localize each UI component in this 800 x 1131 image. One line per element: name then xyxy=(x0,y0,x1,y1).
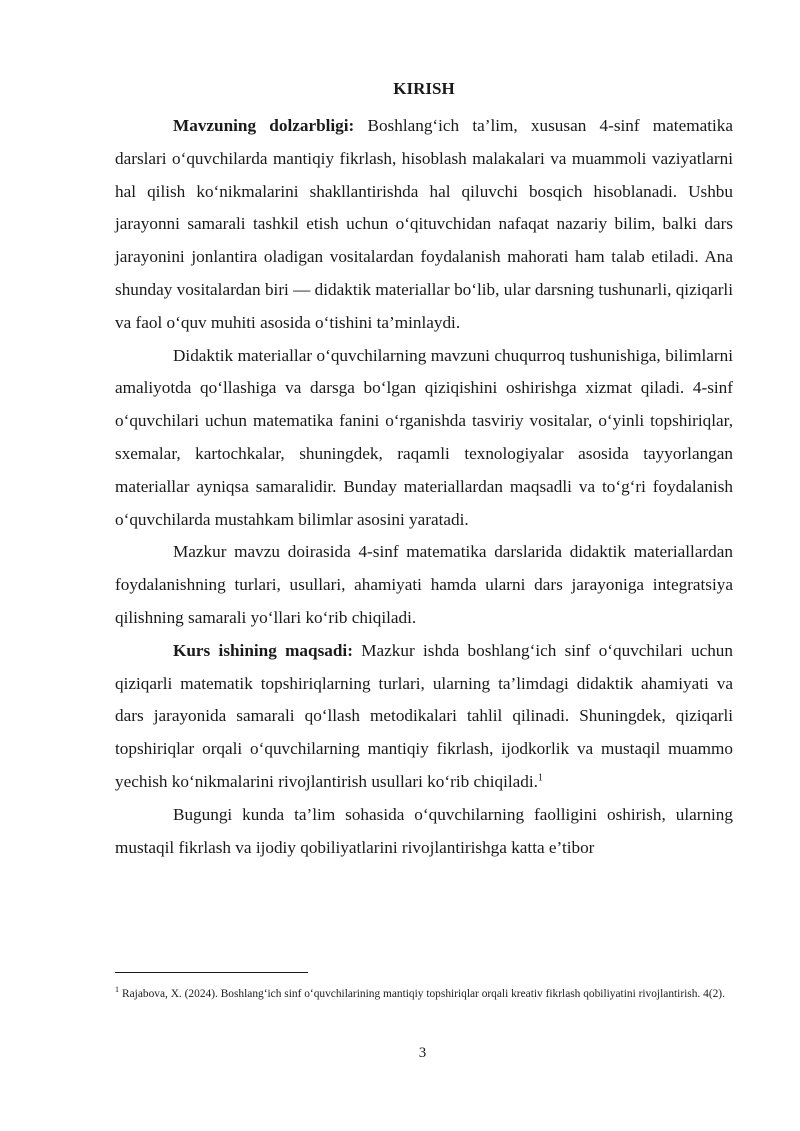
paragraph-text-relevance: Boshlang‘ich ta’lim, xususan 4-sinf matematika darslari o‘quvchilarda mantiqiy fikrlash, hisoblash malakalari va muammoli vaziyatlarni hal qilish ko‘nikmalarini shakllantirishda hal qiluvchi bosqich hisoblanadi. Ushbu jarayonni samarali tashkil etish uchun o‘qituvchidan nafaqat nazariy bilim, balki dars jarayonini jonlantira oladigan vositalardan foydalanish mahorati ham talab etiladi. Ana shunday vositalardan biri — didaktik materiallar bo‘lib, ular darsning tushunarli, qiziqarli va faol o‘quv muhiti asosida o‘tishini ta’minlaydi. xyxy=(115,116,733,332)
paragraph-text-today: Bugungi kunda ta’lim sohasida o‘quvchilarning faolligini oshirish, ularning mustaqil fikrlash va ijodiy qobiliyatlarini rivojlantirishga katta e’tibor xyxy=(115,804,733,857)
paragraph-didactic-materials xyxy=(115,340,733,537)
paragraph-scope xyxy=(115,536,733,634)
footnote-reference[interactable]: 1 xyxy=(537,772,543,784)
paragraph-goal xyxy=(115,635,733,799)
paragraph-text-scope: Mazkur mavzu doirasida 4-sinf matematika darslarida didaktik materiallardan foydalanishning turlari, usullari, ahamiyati hamda ularni dars jarayoniga integratsiya qilishning samarali yo‘llari ko‘rib chiqiladi. xyxy=(115,542,733,627)
paragraph-text-goal: Mazkur ishda boshlang‘ich sinf o‘quvchilari uchun qiziqarli matematik topshiriqlarning turlari, ularning ta’limdagi didaktik ahamiyati va dars jarayonida samarali qo‘llash metodikalari tahlil qilinadi. Shuningdek, qiziqarli topshiriqlar orqali o‘quvchilarning mantiqiy fikrlash, ijodkorlik va mustaqil muammo yechish ko‘nikmalarini rivojlantirish usullari ko‘rib chiqiladi. xyxy=(115,640,733,791)
footnote-text: Rajabova, X. (2024). Boshlang‘ich sinf o‘quvchilarining mantiqiy topshiriqlar orqali kreativ fikrlash qobiliyatini rivojlantirish. 4(2). xyxy=(122,988,725,1000)
paragraph-lead-relevance: Mavzuning dolzarbligi: xyxy=(173,116,355,135)
paragraph-lead-goal: Kurs ishining maqsadi: xyxy=(173,640,353,660)
footnote-marker: 1 xyxy=(115,985,119,995)
page-number: 3 xyxy=(418,1045,427,1061)
paragraph-relevance xyxy=(115,110,733,340)
section-heading: KIRISH xyxy=(393,79,455,98)
paragraph-today xyxy=(115,799,733,865)
footnote xyxy=(115,982,733,1006)
page-body xyxy=(115,78,733,864)
footnote-divider xyxy=(115,972,308,973)
paragraph-text-didactic-materials: Didaktik materiallar o‘quvchilarning mavzuni chuqurroq tushunishiga, bilimlarni amaliyotda qo‘llashiga va darsga bo‘lgan qiziqishini oshirishga xizmat qiladi. 4-sinf o‘quvchilari uchun matematika fanini o‘rganishda tasviriy vositalar, o‘yinli topshiriqlar, sxemalar, kartochkalar, shuningdek, raqamli texnologiyalar asosida tayyorlangan materiallar ayniqsa samaralidir. Bunday materiallardan maqsadli va to‘g‘ri foydalanish o‘quvchilarda mustahkam bilimlar asosini yaratadi. xyxy=(115,345,733,529)
